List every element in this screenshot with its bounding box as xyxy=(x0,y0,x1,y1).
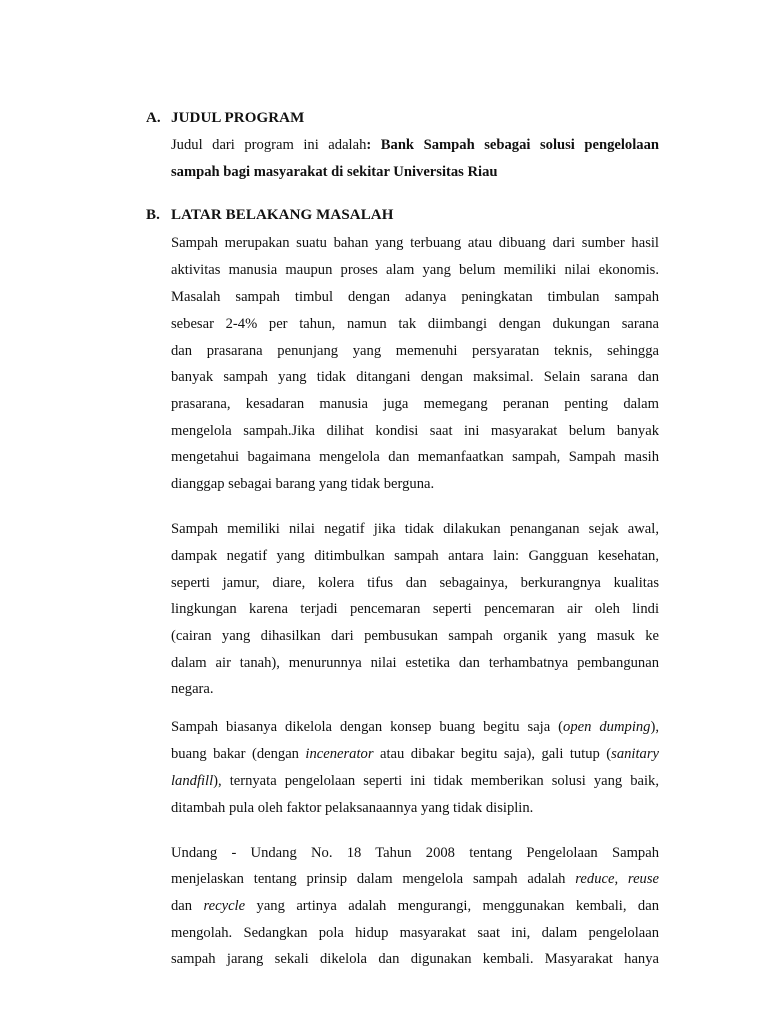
paragraph-4-line: mengolah. Sedangkan pola hidup masyarakat saat ini, dalam pengelolaan xyxy=(171,925,659,941)
section-b-letter: B. xyxy=(146,207,160,223)
paragraph-4-line: sampah jarang sekali dikelola dan digunakan kembali. Masyarakat hanya xyxy=(171,951,659,967)
paragraph-2-line: dalam air tanah), menurunnya nilai estetika dan terhambatnya pembangunan xyxy=(171,655,659,671)
paragraph-1-line: sebesar 2-4% per tahun, namun tak diimbangi dengan dukungan sarana xyxy=(171,316,659,332)
section-a-letter: A. xyxy=(146,110,161,126)
paragraph-1-line: Masalah sampah timbul dengan adanya peningkatan timbulan sampah xyxy=(171,289,659,305)
paragraph-3-line xyxy=(171,772,659,790)
paragraph-4-line xyxy=(171,870,659,888)
program-title-part-1: : Bank Sampah sebagai solusi pengelolaan xyxy=(366,137,659,153)
section-b-heading xyxy=(146,207,394,224)
paragraph-1-line: banyak sampah yang tidak ditangani dengan maksimal. Selain sarana dan xyxy=(171,369,659,385)
text-run: ), xyxy=(650,719,659,735)
paragraph-3-line xyxy=(171,718,659,736)
paragraph-1-line: prasarana, kesadaran manusia juga memegang peranan penting dalam xyxy=(171,396,659,412)
paragraph-4-line xyxy=(171,897,659,915)
italic-term: recycle xyxy=(203,898,246,914)
italic-term: reduce, reuse xyxy=(575,871,659,887)
italic-term: landfill xyxy=(171,773,214,789)
paragraph-1-line: mengelola sampah.Jika dilihat kondisi saat ini masyarakat belum banyak xyxy=(171,423,659,439)
text-run: atau dibakar begitu saja), gali tutup ( xyxy=(373,746,612,762)
text-run: Sampah biasanya dikelola dengan konsep buang begitu saja ( xyxy=(171,719,564,735)
program-title-part-2: sampah bagi masyarakat di sekitar Universitas Riau xyxy=(171,164,498,180)
paragraph-3-line: ditambah pula oleh faktor pelaksanaannya yang tidak disiplin. xyxy=(171,800,534,816)
paragraph-3-line xyxy=(171,745,659,763)
text-run: menjelaskan tentang prinsip dalam mengelola sampah adalah xyxy=(171,871,576,887)
section-a-title: JUDUL PROGRAM xyxy=(171,110,305,126)
paragraph-1-line: dianggap sebagai barang yang tidak berguna. xyxy=(171,476,435,492)
section-a-line-1 xyxy=(171,136,659,154)
text-run: yang artinya adalah mengurangi, menggunakan kembali, dan xyxy=(245,898,659,914)
paragraph-2-line: Sampah memiliki nilai negatif jika tidak dilakukan penanganan sejak awal, xyxy=(171,521,659,537)
paragraph-2-line: (cairan yang dihasilkan dari pembusukan sampah organik yang masuk ke xyxy=(171,628,659,644)
section-a-prefix: Judul dari program ini adalah xyxy=(171,137,367,153)
text-run: buang bakar (dengan xyxy=(171,746,306,762)
paragraph-1-line: Sampah merupakan suatu bahan yang terbuang atau dibuang dari sumber hasil xyxy=(171,235,659,251)
text-run: dan xyxy=(171,898,204,914)
paragraph-2-line: dampak negatif yang ditimbulkan sampah antara lain: Gangguan kesehatan, xyxy=(171,548,659,564)
italic-term: open dumping xyxy=(563,719,651,735)
paragraph-2-line: lingkungan karena terjadi pencemaran seperti pencemaran air oleh lindi xyxy=(171,601,659,617)
paragraph-1-line: mengetahui bagaimana mengelola dan memanfaatkan sampah, Sampah masih xyxy=(171,449,659,465)
italic-term: incenerator xyxy=(305,746,374,762)
paragraph-1-line: aktivitas manusia maupun proses alam yang belum memiliki nilai ekonomis. xyxy=(171,262,659,278)
paragraph-4-line: Undang - Undang No. 18 Tahun 2008 tentang Pengelolaan Sampah xyxy=(171,845,659,861)
paragraph-2-line: negara. xyxy=(171,681,214,697)
paragraph-2-line: seperti jamur, diare, kolera tifus dan sebagainya, berkurangnya kualitas xyxy=(171,575,659,591)
text-run: ), ternyata pengelolaan seperti ini tidak memberikan solusi yang baik, xyxy=(213,773,659,789)
italic-term: sanitary xyxy=(611,746,659,762)
paragraph-1-line: dan prasarana penunjang yang memenuhi persyaratan teknis, sehingga xyxy=(171,343,659,359)
section-a-heading xyxy=(146,110,304,127)
section-b-title: LATAR BELAKANG MASALAH xyxy=(171,207,394,223)
